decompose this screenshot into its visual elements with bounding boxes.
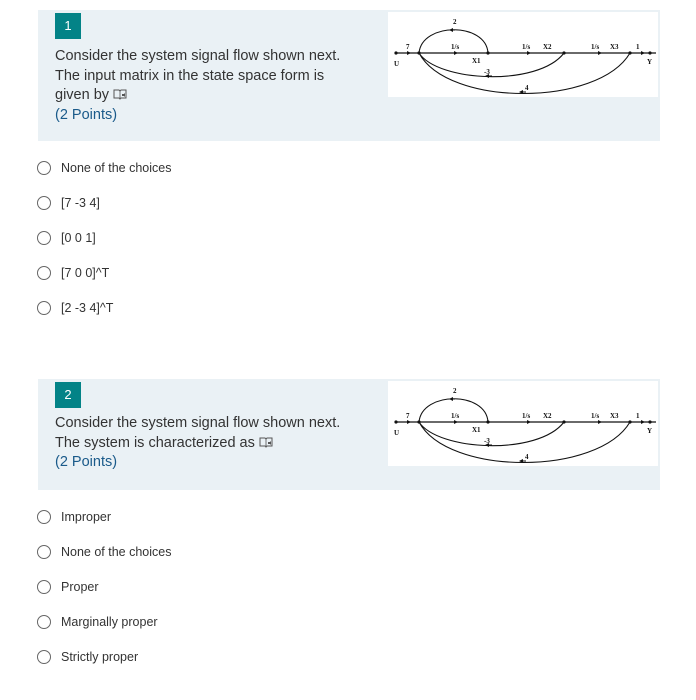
radio-button-icon[interactable] xyxy=(37,650,51,664)
state-x3: X3 xyxy=(610,43,619,51)
option-label: [0 0 1] xyxy=(61,231,96,245)
question-card-2 xyxy=(38,379,660,490)
option-none-of-the-choices[interactable] xyxy=(37,542,172,562)
option-strictly-proper[interactable] xyxy=(37,647,138,667)
option-0-0-1[interactable] xyxy=(37,228,96,248)
radio-button-icon[interactable] xyxy=(37,580,51,594)
option-label: [7 0 0]^T xyxy=(61,266,110,280)
signal-flow-graph xyxy=(388,381,658,466)
gain-feedback-top: 2 xyxy=(453,387,457,395)
state-x1: X1 xyxy=(472,426,481,434)
gain-integrator-1: 1/s xyxy=(451,43,460,51)
question-line xyxy=(55,67,365,87)
option-proper[interactable] xyxy=(37,577,99,597)
immersive-reader-icon[interactable] xyxy=(113,88,127,101)
option-label: [7 -3 4] xyxy=(61,196,100,210)
gain-output: 1 xyxy=(636,43,640,51)
state-x2: X2 xyxy=(543,412,552,420)
gain-integrator-2: 1/s xyxy=(522,412,531,420)
gain-output: 1 xyxy=(636,412,640,420)
question-points: (2 Points) xyxy=(55,106,118,123)
option-7-0-0-transpose[interactable] xyxy=(37,263,109,283)
gain-integrator-3: 1/s xyxy=(591,43,600,51)
state-x1: X1 xyxy=(472,57,481,65)
gain-feedback-top: 2 xyxy=(453,18,457,26)
gain-feedback-bottom: 4 xyxy=(525,453,529,461)
state-x2: X2 xyxy=(543,43,552,51)
radio-button-icon[interactable] xyxy=(37,301,51,315)
question-line xyxy=(55,434,365,454)
label-input: U xyxy=(394,429,400,437)
signal-flow-graph xyxy=(388,12,658,97)
label-output: Y xyxy=(647,58,653,66)
immersive-reader-icon[interactable] xyxy=(259,436,273,449)
option-label: Improper xyxy=(61,510,112,524)
option-improper[interactable] xyxy=(37,507,111,527)
question-line-text: The input matrix in the state space form is xyxy=(55,67,325,84)
option-label: [2 -3 4]^T xyxy=(61,301,114,315)
gain-integrator-1: 1/s xyxy=(451,412,460,420)
option-marginally-proper[interactable] xyxy=(37,612,158,632)
question-text xyxy=(55,414,365,473)
option-2-minus3-4-transpose[interactable] xyxy=(37,298,113,318)
radio-button-icon[interactable] xyxy=(37,231,51,245)
question-line: Consider the system signal flow shown next. xyxy=(55,48,341,64)
state-x3: X3 xyxy=(610,412,619,420)
option-7-minus3-4[interactable] xyxy=(37,193,100,213)
radio-button-icon[interactable] xyxy=(37,196,51,210)
label-output: Y xyxy=(647,427,653,435)
gain-input: 7 xyxy=(406,412,410,420)
gain-integrator-2: 1/s xyxy=(522,43,531,51)
question-number-badge: 2 xyxy=(55,382,81,408)
radio-button-icon[interactable] xyxy=(37,615,51,629)
gain-feedback-bottom: 4 xyxy=(525,84,529,92)
label-input: U xyxy=(394,60,400,68)
radio-button-icon[interactable] xyxy=(37,266,51,280)
question-number-badge: 1 xyxy=(55,13,81,39)
option-none-of-the-choices[interactable] xyxy=(37,158,172,178)
radio-button-icon[interactable] xyxy=(37,545,51,559)
question-card-1 xyxy=(38,10,660,141)
question-line: Consider the system signal flow shown next. xyxy=(55,415,341,431)
question-points: (2 Points) xyxy=(55,454,118,470)
question-line-text: given by xyxy=(55,87,110,103)
option-label: Strictly proper xyxy=(61,650,139,664)
gain-integrator-3: 1/s xyxy=(591,412,600,420)
radio-button-icon[interactable] xyxy=(37,510,51,524)
radio-button-icon[interactable] xyxy=(37,161,51,175)
gain-input: 7 xyxy=(406,43,410,51)
gain-feedback-mid: -3 xyxy=(484,437,490,445)
gain-feedback-mid: -3 xyxy=(484,68,490,76)
option-label: None of the choices xyxy=(61,545,172,559)
question-line xyxy=(55,86,365,106)
option-label: Marginally proper xyxy=(61,615,158,629)
option-label: None of the choices xyxy=(61,161,172,175)
question-text xyxy=(55,47,365,125)
question-line-text: The system is characterized as xyxy=(55,434,255,451)
option-label: Proper xyxy=(61,580,99,594)
